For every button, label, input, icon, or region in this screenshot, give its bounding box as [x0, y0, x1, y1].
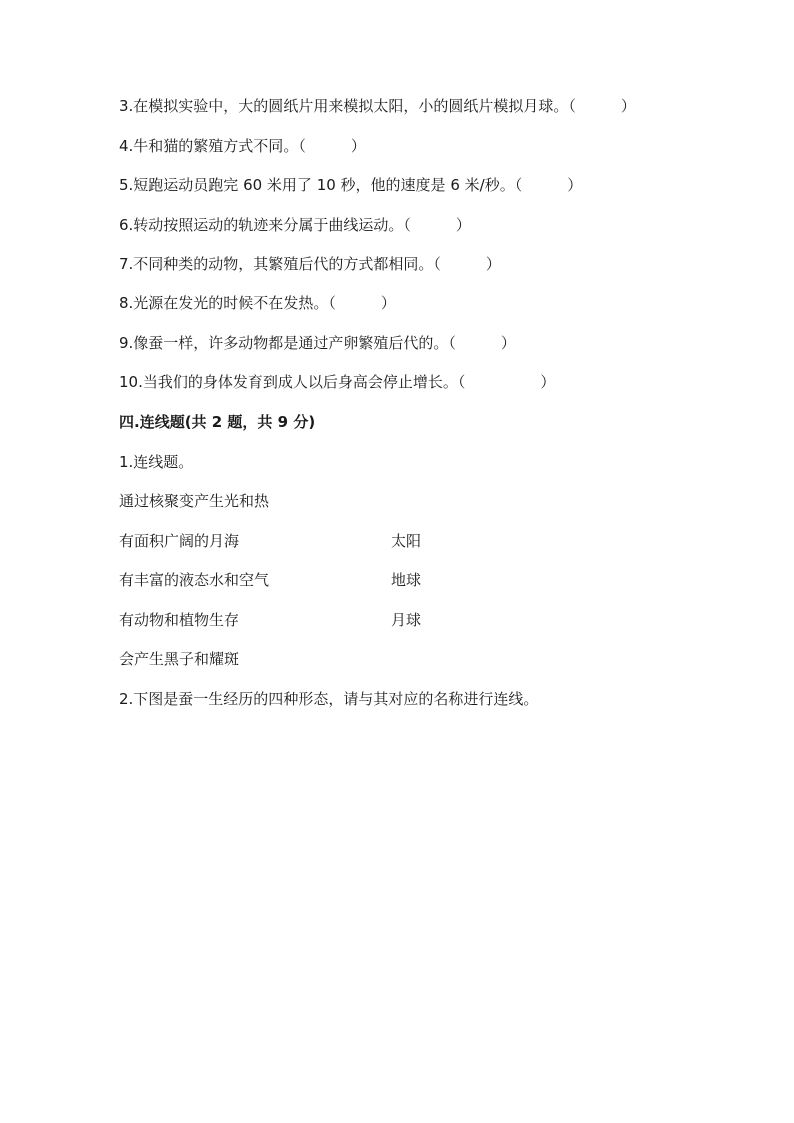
judgement-item-4: 4.牛和猫的繁殖方式不同。（ ）	[119, 137, 366, 155]
match-left-item: 通过核聚变产生光和热	[119, 492, 270, 510]
section-title: 四.连线题(共 2 题，共 9 分)	[119, 413, 316, 431]
judgement-item-5: 5.短跑运动员跑完 60 米用了 10 秒，他的速度是 6 米/秒。（ ）	[119, 176, 583, 194]
match-right-item: 月球	[391, 611, 422, 629]
match-left-item: 会产生黑子和耀斑	[119, 650, 240, 668]
judgement-item-8: 8.光源在发光的时候不在发热。（ ）	[119, 294, 396, 312]
question-2-title: 2.下图是蚕一生经历的四种形态，请与其对应的名称进行连线。	[119, 690, 539, 708]
match-left-item: 有丰富的液态水和空气	[119, 571, 270, 589]
judgement-item-3: 3.在模拟实验中，大的圆纸片用来模拟太阳，小的圆纸片模拟月球。（ ）	[119, 97, 636, 115]
judgement-item-6: 6.转动按照运动的轨迹来分属于曲线运动。（ ）	[119, 216, 471, 234]
judgement-item-9: 9.像蚕一样，许多动物都是通过产卵繁殖后代的。（ ）	[119, 334, 516, 352]
match-right-item: 地球	[391, 571, 422, 589]
question-1-title: 1.连线题。	[119, 453, 194, 471]
match-right-item: 太阳	[391, 532, 422, 550]
match-left-item: 有面积广阔的月海	[119, 532, 240, 550]
judgement-item-10: 10.当我们的身体发育到成人以后身高会停止增长。（ ）	[119, 373, 556, 391]
match-left-item: 有动物和植物生存	[119, 611, 240, 629]
judgement-item-7: 7.不同种类的动物，其繁殖后代的方式都相同。（ ）	[119, 255, 501, 273]
